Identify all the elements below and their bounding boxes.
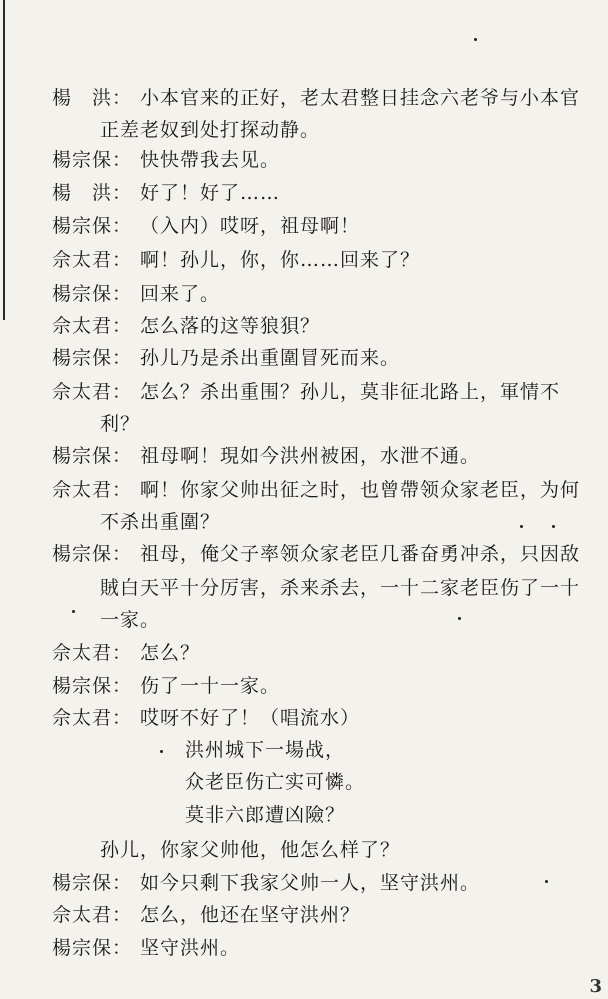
scan-speck <box>545 880 548 883</box>
page-binding-edge <box>3 0 5 320</box>
speech-text: 怎么？杀出重围？孙儿，莫非征北路上，軍情不 <box>140 381 561 403</box>
speech-text: 啊！孙儿，你，你……回来了？ <box>140 249 421 271</box>
scan-speck <box>552 525 555 528</box>
dialogue-line <box>52 282 220 306</box>
dialogue-line <box>52 148 280 172</box>
speaker-name: 楊宗保： <box>52 675 133 697</box>
scan-speck <box>520 525 523 528</box>
dialogue-line <box>52 641 200 665</box>
dialogue-line <box>52 346 400 370</box>
dialogue-line <box>52 478 580 502</box>
speaker-name: 楊宗保： <box>52 283 133 305</box>
speaker-name: 楊宗保： <box>52 215 133 237</box>
dialogue-line <box>52 248 420 272</box>
dialogue-continuation <box>100 608 160 632</box>
speaker-name: 佘太君： <box>52 479 133 501</box>
scan-speck <box>160 750 163 753</box>
dialogue-line <box>52 871 480 895</box>
speech-text: 回来了。 <box>140 283 221 305</box>
speaker-name: 楊 洪： <box>52 182 133 204</box>
speech-text: 坚守洪州。 <box>140 937 241 959</box>
speech-text: 不杀出重圍？ <box>100 511 221 533</box>
verse-text: 洪州城下一場战， <box>185 739 346 761</box>
speaker-name: 楊宗保： <box>52 347 133 369</box>
dialogue-line <box>52 903 360 927</box>
verse-text: 众老臣伤亡实可憐。 <box>185 771 366 793</box>
speaker-name: 佘太君： <box>52 904 133 926</box>
speech-text: 祖母，俺父子率领众家老臣几番奋勇冲杀，只因敌 <box>140 543 581 565</box>
dialogue-line <box>52 181 280 205</box>
speech-text: 怎么落的这等狼狽？ <box>140 315 321 337</box>
verse-text: 莫非六郎遭凶險？ <box>185 804 346 826</box>
page-number: 3 <box>589 976 602 997</box>
speaker-name: 楊宗保： <box>52 149 133 171</box>
speaker-name: 佘太君： <box>52 249 133 271</box>
speaker-name: 佘太君： <box>52 315 133 337</box>
speaker-name: 楊宗保： <box>52 937 133 959</box>
dialogue-line <box>52 380 560 404</box>
dialogue-line <box>52 314 320 338</box>
speech-text: 快快帶我去见。 <box>140 149 281 171</box>
scan-speck <box>72 610 75 613</box>
speech-text: 孙儿，你家父帅他，他怎么样了？ <box>100 839 401 861</box>
speech-text: 賊白天平十分厉害，杀来杀去，一十二家老臣伤了一十 <box>100 577 581 599</box>
speech-text: 怎么？ <box>140 642 201 664</box>
dialogue-line <box>52 542 580 566</box>
speech-text: 啊！你家父帅出征之时，也曾帶领众家老臣，为何 <box>140 479 581 501</box>
scan-speck <box>474 38 477 41</box>
speech-text: 利？ <box>100 413 141 435</box>
speech-text: 正差老奴到处打探动静。 <box>100 119 321 141</box>
speaker-name: 楊宗保： <box>52 543 133 565</box>
dialogue-continuation <box>100 510 220 534</box>
speech-text: 伤了一十一家。 <box>140 675 281 697</box>
speech-text: （入内）哎呀，祖母啊！ <box>140 215 361 237</box>
speech-text: 哎呀不好了！（唱流水） <box>140 707 361 729</box>
speaker-name: 佘太君： <box>52 707 133 729</box>
speech-text: 孙儿乃是杀出重圍冒死而来。 <box>140 347 401 369</box>
dialogue-line <box>52 214 360 238</box>
speech-text: 如今只剩下我家父帅一人，坚守洪州。 <box>140 872 481 894</box>
dialogue-continuation <box>100 412 140 436</box>
dialogue-continuation <box>100 576 580 600</box>
speaker-name: 楊宗保： <box>52 445 133 467</box>
dialogue-continuation <box>100 838 400 862</box>
speech-text: 小本官来的正好，老太君整日挂念六老爷与小本官 <box>140 87 581 109</box>
song-verse <box>185 738 345 762</box>
speaker-name: 楊宗保： <box>52 872 133 894</box>
song-verse <box>185 803 345 827</box>
dialogue-continuation <box>100 118 320 142</box>
speech-text: 好了！好了…… <box>140 182 281 204</box>
dialogue-line <box>52 86 580 110</box>
dialogue-line <box>52 936 240 960</box>
dialogue-line <box>52 674 280 698</box>
song-verse <box>185 770 365 794</box>
scan-speck <box>458 617 461 620</box>
dialogue-line <box>52 444 480 468</box>
dialogue-line <box>52 706 360 730</box>
speaker-name: 楊 洪： <box>52 87 133 109</box>
speech-text: 祖母啊！現如今洪州被困，水泄不通。 <box>140 445 481 467</box>
speech-text: 一家。 <box>100 609 161 631</box>
speaker-name: 佘太君： <box>52 642 133 664</box>
speaker-name: 佘太君： <box>52 381 133 403</box>
speech-text: 怎么，他还在坚守洪州？ <box>140 904 361 926</box>
